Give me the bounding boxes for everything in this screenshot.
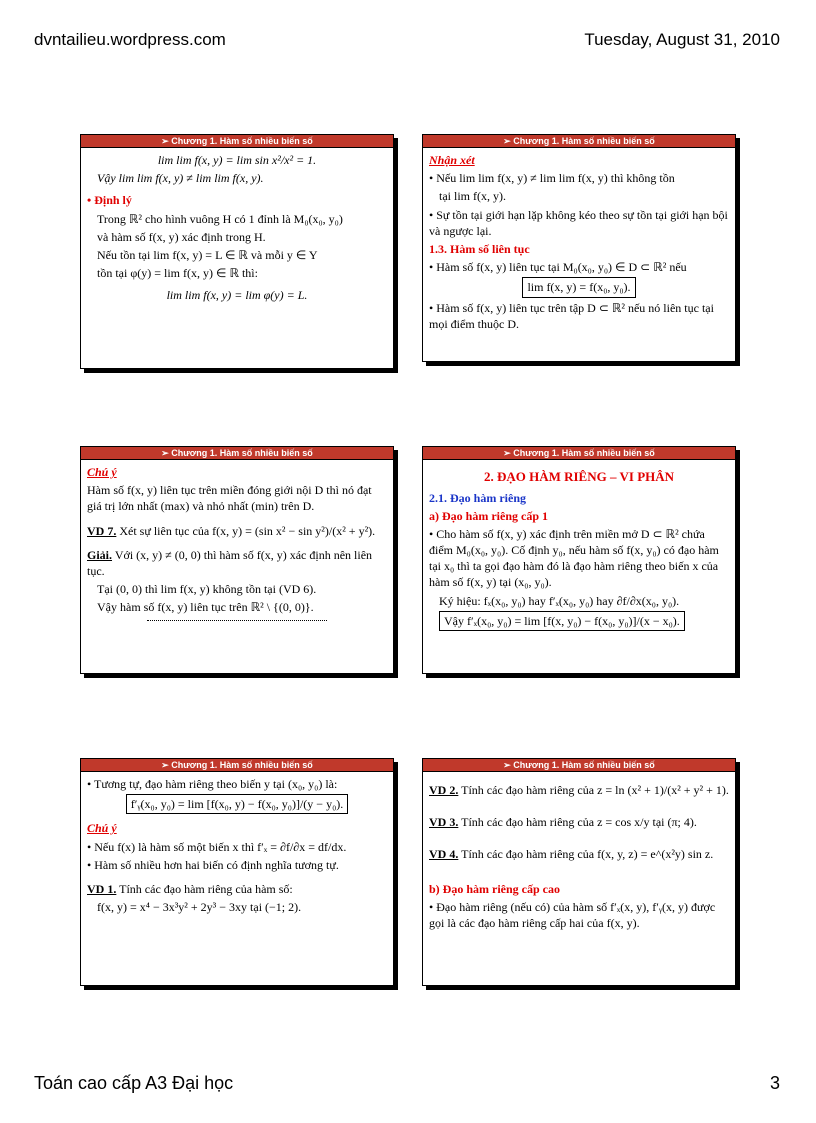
- page-header-left: dvntailieu.wordpress.com: [34, 30, 226, 49]
- slide-5-vd-formula: f(x, y) = x⁴ − 3x³y² + 2y³ − 3xy tại (−1; 2).: [97, 900, 302, 915]
- slide-2-bullet-4: • Hàm số f(x, y) liên tục trên tập D ⊂ ℝ² nếu nó liên tục tại mọi điểm thuộc D.: [429, 300, 714, 331]
- slide-3-heading: Chú ý: [87, 465, 117, 479]
- slide-1: [80, 134, 394, 369]
- slide-3-vd-label: VD 7.: [87, 523, 117, 538]
- slide-2-bullet-3: • Hàm số f(x, y) liên tục tại M₀(x₀, y₀) ∈ D ⊂ ℝ² nếu: [429, 260, 687, 275]
- slide-3-solution-1: Với (x, y) ≠ (0, 0) thì hàm số f(x, y) xác định nên liên tục.: [87, 547, 373, 578]
- slide-title: ➢ Chương 1. Hàm số nhiều biến số: [423, 447, 735, 460]
- slide-5-vd-label: VD 1.: [87, 881, 117, 896]
- page-number: 3: [769, 1073, 780, 1093]
- slide-3-solution-label: Giải.: [87, 547, 113, 562]
- slide-title: ➢ Chương 1. Hàm số nhiều biến số: [423, 759, 735, 772]
- slide-2-section: 1.3. Hàm số liên tục: [429, 241, 530, 256]
- page-footer-left: Toán cao cấp A3 Đại học: [34, 1073, 234, 1093]
- slide-4-section: 2.1. Đạo hàm riêng: [429, 490, 526, 505]
- slide-3-solution-3: Vậy hàm số f(x, y) liên tục trên ℝ² \ {(0, 0)}.: [97, 600, 314, 615]
- slide-2-bullet-2: • Sự tồn tại giới hạn lặp không kéo theo sự tồn tại giới hạn bội và ngược lại.: [429, 207, 728, 238]
- slide-1-heading: • Định lý: [87, 193, 132, 208]
- slide-5-bullet-1: • Nếu f(x) là hàm số một biến x thì f′ₓ = ∂f/∂x = df/dx.: [87, 839, 347, 854]
- slide-6-vd2-text: Tính các đạo hàm riêng của z = ln (x² + 1)/(x² + y² + 1).: [461, 783, 729, 797]
- slide-6-vd4-text: Tính các đạo hàm riêng của f(x, y, z) = e^(x²y) sin z.: [461, 847, 714, 862]
- slide-3-text-1: Hàm số f(x, y) liên tục trên miền đóng giới nội D thì nó đạt giá trị lớn nhất (max) và nhỏ nhất (min) trên D.: [87, 483, 372, 514]
- slide-3: [80, 446, 394, 674]
- slide-5-boxed-formula: f′ᵧ(x₀, y₀) = lim [f(x₀, y) − f(x₀, y₀)]/(y − y₀).: [126, 794, 349, 814]
- slide-title: ➢ Chương 1. Hàm số nhiều biến số: [81, 135, 393, 148]
- slide-6-vd2-label: VD 2.: [429, 783, 459, 797]
- slide-5: [80, 758, 394, 986]
- slide-6: [422, 758, 736, 986]
- slide-1-text-4: tồn tại φ(y) = lim f(x, y) ∈ ℝ thì:: [97, 266, 258, 281]
- slide-4: [422, 446, 736, 674]
- slide-5-vd-text: Tính các đạo hàm riêng của hàm số:: [119, 881, 293, 896]
- slide-1-text-5: lim lim f(x, y) = lim φ(y) = L.: [166, 288, 308, 303]
- slide-1-line-1: lim lim f(x, y) = lim sin x²/x² = 1.: [157, 153, 317, 167]
- divider: [147, 620, 327, 621]
- slide-2-bullet-1b: tại lim f(x, y).: [439, 189, 506, 204]
- slide-1-line-2: Vậy lim lim f(x, y) ≠ lim lim f(x, y).: [97, 171, 264, 186]
- page-header-right: Tuesday, August 31, 2010: [584, 30, 780, 49]
- slide-6-vd3-label: VD 3.: [429, 815, 459, 830]
- slide-6-subsection: b) Đạo hàm riêng cấp cao: [429, 881, 560, 896]
- slide-title: ➢ Chương 1. Hàm số nhiều biến số: [81, 447, 393, 460]
- slide-4-text-2: Ký hiệu: fₓ(x₀, y₀) hay f′ₓ(x₀, y₀) hay ∂f/∂x(x₀, y₀).: [439, 593, 680, 608]
- slide-2: [422, 134, 736, 362]
- slide-3-vd-text: Xét sự liên tục của f(x, y) = (sin x² − sin y²)/(x² + y²).: [119, 523, 376, 538]
- slide-1-text-1: Trong ℝ² cho hình vuông H có 1 đỉnh là M₀(x₀, y₀): [97, 211, 343, 226]
- slide-4-boxed-formula: Vậy f′ₓ(x₀, y₀) = lim [f(x, y₀) − f(x₀, y₀)]/(x − x₀).: [439, 611, 685, 631]
- slide-1-text-2: và hàm số f(x, y) xác định trong H.: [97, 229, 266, 244]
- slide-title: ➢ Chương 1. Hàm số nhiều biến số: [81, 759, 393, 772]
- slide-5-bullet-2: • Hàm số nhiều hơn hai biến có định nghĩa tương tự.: [87, 857, 339, 872]
- slide-2-boxed-formula: lim f(x, y) = f(x₀, y₀).: [522, 277, 635, 297]
- slide-6-vd4-label: VD 4.: [429, 847, 459, 862]
- slide-4-text-1: • Cho hàm số f(x, y) xác định trên miền mở D ⊂ ℝ² chứa điểm M₀(x₀, y₀). Cố định y₀, nếu hàm số f(x, y₀) có đạo hàm tại x₀ thì ta gọi đạo hàm đó là đạo hàm riêng theo biến x của hàm số f(x, y) tại (x₀, y₀).: [429, 526, 719, 590]
- slide-4-title: 2. ĐẠO HÀM RIÊNG – VI PHÂN: [483, 469, 675, 484]
- slide-4-subsection: a) Đạo hàm riêng cấp 1: [429, 508, 548, 523]
- slide-2-heading: Nhận xét: [429, 153, 475, 167]
- slide-1-text-3: Nếu tồn tại lim f(x, y) = L ∈ ℝ và mỗi y ∈ Y: [97, 247, 318, 262]
- slide-title: ➢ Chương 1. Hàm số nhiều biến số: [423, 135, 735, 148]
- slide-6-text-1: • Đạo hàm riêng (nếu có) của hàm số f′ₓ(x, y), f′ᵧ(x, y) được gọi là các đạo hàm riêng cấp hai của f(x, y).: [429, 899, 716, 930]
- slide-2-bullet-1: • Nếu lim lim f(x, y) ≠ lim lim f(x, y) thì không tồn: [429, 171, 675, 186]
- slide-3-solution-2: Tại (0, 0) thì lim f(x, y) không tồn tại (VD 6).: [97, 582, 317, 597]
- slide-5-text-1: • Tương tự, đạo hàm riêng theo biến y tại (x₀, y₀) là:: [87, 777, 338, 791]
- slide-5-heading: Chú ý: [87, 821, 117, 836]
- slide-6-vd3-text: Tính các đạo hàm riêng của z = cos x/y tại (π; 4).: [461, 815, 697, 830]
